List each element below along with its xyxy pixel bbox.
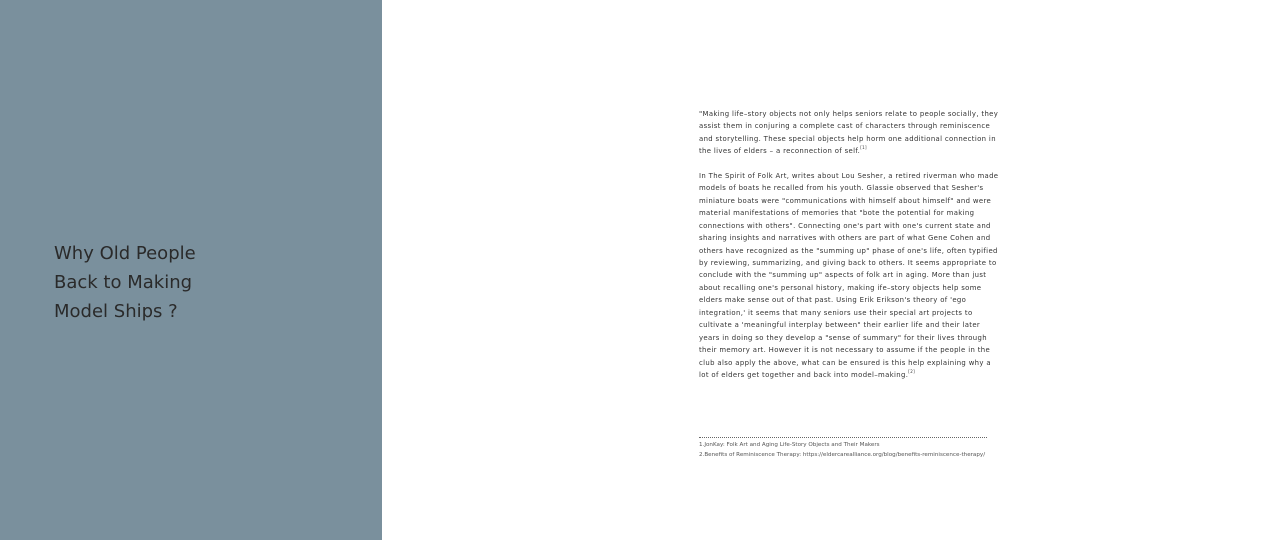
footnote-2: 2.Benefits of Reminiscence Therapy: https://eldercarealliance.org/blog/benefits-reminiscence-therapy/ [699,451,986,458]
title-line-1: Why Old People [54,243,196,264]
footnote-ref-1: [1] [860,145,867,151]
footnote-1: 1.JonKay: Folk Art and Aging Life-Story Objects and Their Makers [699,442,880,448]
title-line-3: Model Ships ? [54,301,178,322]
text-page [382,0,1280,540]
footnote-divider [699,437,987,438]
footnotes [699,441,1019,460]
body-paragraph-text: In The Spirit of Folk Art, writes about Lou Sesher, a retired riverman who made models of boats he recalled from his youth. Glassie observed that Sesher's miniature boats were "communications with himself about himself" and were material manifestations of memories that "bote the potential for making connections with others". Connecting one's part with one's current state and sharing insights and narratives with others are part of what Gene Cohen and others have recognized as the "summing up" phase of one's life, often typified by reviewing, summarizing, and giving back to others. It seems appropriate to conclude with the "summing up" aspects of folk art in aging. More than just about recalling one's personal history, making ife–story objects help some elders make sense out of that past. Using Erik Erikson's theory of 'ego integration,' it seems that many seniors use their special art projects to cultivate a 'meaningful interplay between" their earlier life and their later years in doing so they develop a "sense of summary" for their lives through their memory art. However it is not necessary to assume if the people in the club also apply the above, what can be ensured is this help explaining why a lot of elders get together and back into model–making. [699,171,999,380]
left-title-panel [0,0,382,540]
footnote-ref-2: [2] [908,369,916,375]
quote-paragraph [699,108,999,158]
article-body [699,108,999,382]
page-title [54,239,354,326]
body-paragraph [699,170,999,382]
title-line-2: Back to Making [54,272,193,293]
quote-paragraph-text: "Making life–story objects not only helps seniors relate to people socially, they assist them in conjuring a complete cast of characters through reminiscence and storytelling. These special objects help horm one additional connection in the lives of elders – a reconnection of self. [699,110,999,156]
